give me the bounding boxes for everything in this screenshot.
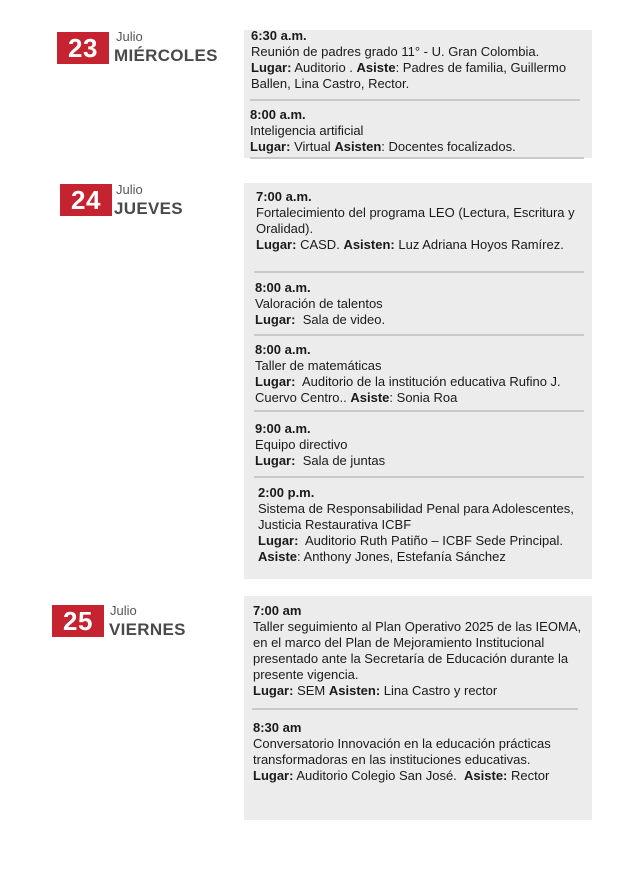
place-label: Lugar: <box>253 683 294 698</box>
weekday-label: VIERNES <box>109 620 186 639</box>
event-meta <box>255 374 590 406</box>
event-item <box>251 28 586 92</box>
place-label: Lugar: <box>251 60 292 75</box>
event-meta <box>253 768 588 784</box>
attendees-label: Asiste <box>350 390 390 405</box>
event-attendees: : Docentes focalizados. <box>381 139 516 154</box>
month-label: Julio <box>116 29 143 44</box>
event-attendees: Lina Castro y rector <box>383 683 498 698</box>
event-divider <box>254 271 584 273</box>
event-description: Taller seguimiento al Plan Operativo 2025 de las IEOMA, en el marco del Plan de Mejoramiento Institucional presentado ante la Secretaría de Educación durante la presente vigencia. <box>253 619 582 682</box>
attendees-label: Asiste <box>258 549 298 564</box>
event-place: Virtual <box>294 139 331 154</box>
event-place: Auditorio Ruth Patiño – ICBF Sede Principal. <box>304 533 563 548</box>
event-description: Reunión de padres grado 11° - U. Gran Colombia. <box>251 44 540 59</box>
event-time: 8:30 am <box>253 720 302 735</box>
event-time: 9:00 a.m. <box>255 421 311 436</box>
event-meta <box>256 237 586 253</box>
events-panel <box>244 183 592 579</box>
event-description: Fortalecimiento del programa LEO (Lectura, Escritura y Oralidad). <box>256 205 575 236</box>
place-label: Lugar: <box>250 139 291 154</box>
event-meta <box>255 312 585 328</box>
event-meta <box>255 453 585 469</box>
event-time: 7:00 am <box>253 603 302 618</box>
event-divider <box>254 410 584 412</box>
event-meta <box>251 60 586 92</box>
event-meta <box>253 683 588 699</box>
attendees-label: Asiste <box>356 60 396 75</box>
weekday-label: JUEVES <box>114 199 183 218</box>
event-divider <box>250 157 584 159</box>
event-attendees: : Padres de familia, Guillermo Ballen, Lina Castro, Rector. <box>251 60 567 91</box>
event-description: Taller de matemáticas <box>255 358 382 373</box>
event-item <box>250 107 585 155</box>
event-time: 8:00 a.m. <box>255 280 311 295</box>
date-number: 25 <box>52 605 104 637</box>
event-meta <box>258 533 592 565</box>
place-label: Lugar: <box>258 533 299 548</box>
event-place: CASD. <box>300 237 340 252</box>
event-attendees: Rector <box>511 768 550 783</box>
event-item <box>253 603 588 699</box>
event-item <box>256 189 586 253</box>
place-label: Lugar: <box>255 312 296 327</box>
month-label: Julio <box>110 603 137 618</box>
event-place: Sala de video. <box>302 312 386 327</box>
events-panel <box>244 596 592 820</box>
attendees-label: Asiste: <box>464 768 508 783</box>
events-panel <box>244 30 592 158</box>
event-divider <box>254 334 584 336</box>
event-divider <box>252 708 578 710</box>
event-description: Sistema de Responsabilidad Penal para Adolescentes, Justicia Restaurativa ICBF <box>258 501 574 532</box>
event-time: 8:00 a.m. <box>255 342 311 357</box>
event-description: Conversatorio Innovación en la educación prácticas transformadoras en las instituciones educativas. <box>253 736 551 767</box>
event-time: 2:00 p.m. <box>258 485 315 500</box>
event-place: Auditorio de la institución educativa Rufino J. Cuervo Centro.. <box>255 374 561 405</box>
event-item <box>255 342 590 406</box>
event-meta <box>250 139 585 155</box>
attendees-label: Asisten <box>334 139 382 154</box>
event-item <box>255 280 585 328</box>
event-time: 8:00 a.m. <box>250 107 306 122</box>
event-item <box>253 720 588 784</box>
event-divider <box>254 476 584 478</box>
place-label: Lugar: <box>256 237 297 252</box>
event-place: Auditorio . <box>294 60 353 75</box>
date-number: 23 <box>57 32 109 64</box>
event-description: Inteligencia artificial <box>250 123 364 138</box>
event-item <box>255 421 585 469</box>
event-attendees: : Sonia Roa <box>389 390 458 405</box>
event-time: 6:30 a.m. <box>251 28 307 43</box>
date-number: 24 <box>60 184 112 216</box>
event-attendees: : Anthony Jones, Estefanía Sánchez <box>297 549 506 564</box>
event-divider <box>250 99 580 101</box>
attendees-label: Asisten: <box>343 237 395 252</box>
place-label: Lugar: <box>255 374 296 389</box>
place-label: Lugar: <box>253 768 294 783</box>
weekday-label: MIÉRCOLES <box>114 46 218 65</box>
event-item <box>258 485 592 565</box>
event-description: Valoración de talentos <box>255 296 383 311</box>
event-place: Auditorio Colegio San José. <box>296 768 457 783</box>
event-place: SEM <box>297 683 326 698</box>
event-description: Equipo directivo <box>255 437 348 452</box>
event-time: 7:00 a.m. <box>256 189 312 204</box>
place-label: Lugar: <box>255 453 296 468</box>
month-label: Julio <box>116 182 143 197</box>
event-attendees: Luz Adriana Hoyos Ramírez. <box>398 237 564 252</box>
attendees-label: Asisten: <box>328 683 381 698</box>
event-place: Sala de juntas <box>302 453 386 468</box>
